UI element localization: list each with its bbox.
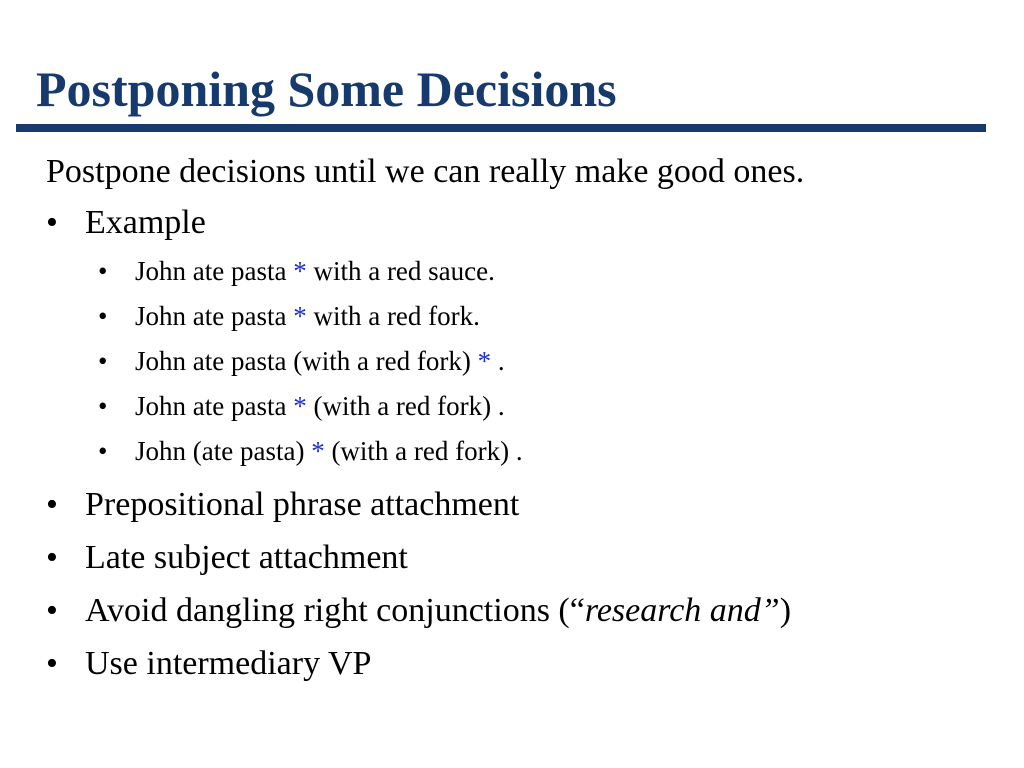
bullet-icon: • [46, 592, 58, 629]
bullet-list [46, 196, 1006, 690]
bullet-icon: • [98, 391, 108, 421]
title-underline [16, 124, 986, 132]
bullet-item-dangling-conjunctions [46, 584, 1006, 637]
sentence-after-marker: with a red fork. [306, 301, 480, 331]
sentence-after-marker: (with a red fork) . [324, 436, 523, 466]
bullet-item-pp-attachment [46, 478, 1006, 531]
attachment-marker: * [477, 346, 492, 376]
attachment-marker: * [293, 256, 307, 286]
attachment-marker: * [311, 436, 325, 466]
bullet-icon: • [98, 256, 108, 286]
bullet-text: Avoid dangling right conjunctions (“ [85, 592, 585, 629]
bullet-icon: • [46, 539, 58, 576]
bullet-icon: • [98, 436, 108, 466]
bullet-text: Prepositional phrase attachment [85, 486, 520, 523]
example-sentence [91, 429, 1006, 474]
bullet-item-intermediary-vp [46, 637, 1006, 690]
sentence-after-marker: with a red sauce. [306, 256, 495, 286]
attachment-marker: * [293, 391, 307, 421]
example-sentence [91, 384, 1006, 429]
slide-body [46, 148, 1006, 690]
bullet-text: Late subject attachment [85, 539, 408, 576]
sentence-before-marker: John ate pasta [135, 256, 294, 286]
slide-title: Postponing Some Decisions [36, 61, 617, 117]
bullet-item-example [46, 196, 1006, 474]
bullet-text-close: ) [779, 592, 792, 629]
bullet-text: Example [85, 204, 206, 241]
bullet-icon: • [46, 645, 58, 682]
bullet-item-late-subject [46, 531, 1006, 584]
example-sentence [91, 249, 1006, 294]
sentence-before-marker: John (ate pasta) [135, 436, 312, 466]
bullet-text: Use intermediary VP [85, 645, 372, 682]
bullet-icon: • [46, 486, 58, 523]
sentence-before-marker: John ate pasta [135, 391, 294, 421]
bullet-icon: • [98, 346, 108, 376]
bullet-icon: • [46, 204, 58, 241]
bullet-text-italic: research and” [584, 592, 780, 629]
sentence-after-marker: . [491, 346, 505, 376]
attachment-marker: * [293, 301, 307, 331]
bullet-icon: • [98, 301, 108, 331]
sentence-before-marker: John ate pasta (with a red fork) [135, 346, 478, 376]
intro-text: Postpone decisions until we can really make good ones. [46, 153, 805, 190]
example-sub-list [85, 249, 1006, 474]
example-sentence [91, 294, 1006, 339]
example-sentence [91, 339, 1006, 384]
sentence-after-marker: (with a red fork) . [306, 391, 505, 421]
sentence-before-marker: John ate pasta [135, 301, 294, 331]
